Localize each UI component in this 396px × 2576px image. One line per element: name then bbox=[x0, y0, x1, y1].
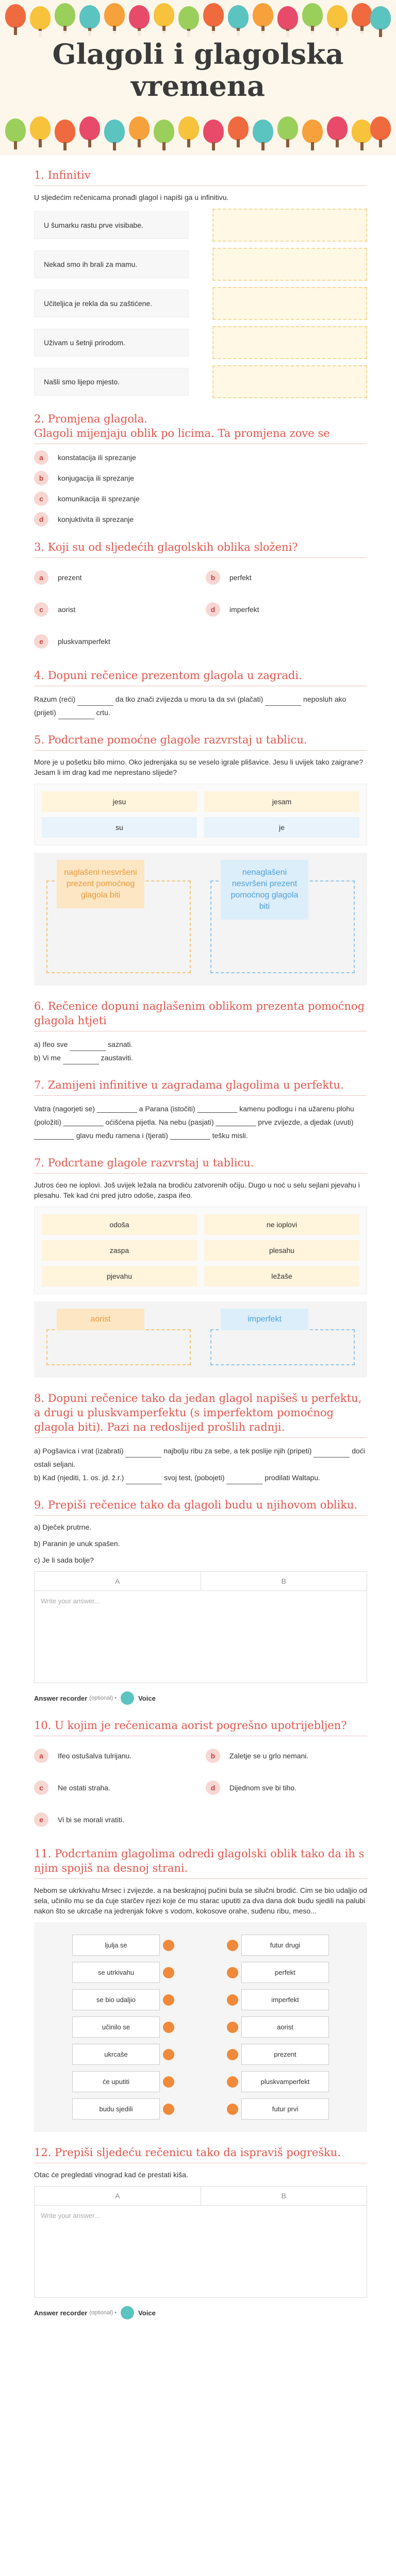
blank-input[interactable] bbox=[126, 1476, 162, 1484]
text-part: a) Pogšavica i vrat (izabrati) bbox=[34, 1447, 124, 1455]
passage: More je u pošetku bilo mirno. Oko jedrenjaka su se veselo igrale plišavice. Jesu li uvijek tako zaigrane? Jesam li im drag kad me neprestano slijede? bbox=[34, 758, 364, 776]
answer-textarea[interactable]: Write your answer... bbox=[34, 1590, 367, 1683]
connector-dot[interactable] bbox=[227, 1967, 238, 1978]
word-tile[interactable]: zaspa bbox=[42, 1240, 197, 1261]
editor-tabs bbox=[34, 1571, 367, 1590]
heading-line-2: Glagoli mijenjaju oblik po licima. Ta promjena zove se bbox=[34, 427, 330, 439]
connector-dot[interactable] bbox=[163, 1940, 174, 1951]
answer-recorder bbox=[34, 1691, 367, 1705]
connector-dot[interactable] bbox=[163, 2022, 174, 2033]
section-6 bbox=[34, 999, 367, 1064]
connector-dot[interactable] bbox=[227, 1940, 238, 1951]
match-right-item[interactable]: imperfekt bbox=[241, 1989, 329, 2010]
text-part: najbolju ribu za sebe, a tek poslije njih (pripeti) bbox=[163, 1447, 312, 1455]
option-letter: e bbox=[34, 634, 48, 649]
tab-b[interactable]: B bbox=[281, 1577, 286, 1585]
option[interactable] bbox=[34, 492, 367, 506]
recorder-label: Answer recorder bbox=[34, 2309, 88, 2317]
section-8 bbox=[34, 1156, 367, 1378]
blank-input[interactable] bbox=[63, 1056, 99, 1064]
match-left-item[interactable]: se bio udaljio bbox=[72, 1989, 160, 2010]
section-heading: 6. Rečenice dopuni naglašenim oblikom prezenta pomoćnog glagola htjeti bbox=[34, 999, 367, 1031]
word-tile[interactable]: odoša bbox=[42, 1214, 197, 1235]
bin-label: nenaglašeni nesvršeni prezent pomoćnog glagola biti bbox=[221, 860, 308, 920]
instruction: U sljedećim rečenicama pronađi glagol i napiši ga u infinitivu. bbox=[34, 193, 229, 201]
match-left-item[interactable]: će uputiti bbox=[72, 2071, 160, 2092]
sort-bin[interactable] bbox=[41, 860, 196, 978]
sentence-card[interactable]: U šumarku rastu prve visibabe. bbox=[34, 211, 189, 239]
section-heading: 8. Dopuni rečenice tako da jedan glagol napišeš u perfektu, a drugi u pluskvamperfektu (s imperfektom pomoćnog glagola biti). Pazi na redoslijed prošlih radnji. bbox=[34, 1391, 367, 1438]
tab-a[interactable]: A bbox=[35, 1572, 201, 1590]
option-text: Vi bi se morali vratiti. bbox=[58, 1816, 124, 1824]
option-letter: b bbox=[206, 1749, 220, 1763]
option-text: konjugacija ili sprezanje bbox=[58, 474, 134, 482]
option-text: prezent bbox=[58, 573, 82, 582]
word-tile[interactable]: plesahu bbox=[204, 1240, 359, 1261]
sort-bin[interactable] bbox=[205, 1309, 360, 1370]
blank-input[interactable] bbox=[314, 1449, 350, 1458]
match-right-item[interactable]: futur drugi bbox=[241, 1935, 329, 1956]
connector-dot[interactable] bbox=[163, 1994, 174, 2006]
option-letter: b bbox=[34, 471, 48, 485]
option-letter: c bbox=[34, 1781, 48, 1795]
answer-textarea[interactable]: Write your answer... bbox=[34, 2205, 367, 2298]
sort-bin[interactable] bbox=[205, 860, 360, 978]
option-text: komunikacija ili sprezanje bbox=[58, 495, 140, 503]
word-bank bbox=[34, 1207, 367, 1294]
section-heading: 10. U kojim je rečenicama aorist pogrešno upotrijebljen? bbox=[34, 1718, 367, 1736]
option[interactable] bbox=[206, 602, 367, 617]
fill-text bbox=[34, 692, 367, 719]
bin-label: naglašeni nesvršeni prezent pomoćnog glagola biti bbox=[57, 860, 144, 908]
drop-zone[interactable] bbox=[212, 209, 367, 242]
section-heading: 11. Podcrtanim glagolima odredi glagolski oblik tako da ih s njim spojiš na desnoj strani. bbox=[34, 1846, 367, 1879]
option-letter: c bbox=[34, 492, 48, 506]
text-part: b) Vi me bbox=[34, 1054, 61, 1062]
fill-line bbox=[34, 1471, 367, 1484]
option-letter: d bbox=[206, 602, 220, 617]
option-text: aorist bbox=[58, 605, 76, 614]
match-right-item[interactable]: aorist bbox=[241, 2016, 329, 2038]
voice-label: Voice bbox=[138, 2309, 156, 2317]
drop-zone[interactable] bbox=[212, 287, 367, 320]
section-heading: 1. Infinitiv bbox=[34, 168, 367, 186]
prompt-line: b) Paranin je unuk spašen. bbox=[34, 1539, 120, 1548]
section-5 bbox=[34, 733, 367, 986]
text-part: saznati. bbox=[108, 1040, 133, 1048]
word-tile[interactable]: pjevahu bbox=[42, 1266, 197, 1286]
section-3 bbox=[34, 540, 367, 655]
match-left-item[interactable]: učinilo se bbox=[72, 2016, 160, 2038]
prompt-line: a) Dječek prutrne. bbox=[34, 1523, 92, 1531]
option-text: konstatacija ili sprezanje bbox=[58, 453, 136, 462]
option-letter: c bbox=[34, 602, 48, 617]
section-heading: 7. Zamijeni infinitive u zagradama glagolima u perfektu. bbox=[34, 1078, 367, 1096]
bin-label: imperfekt bbox=[221, 1309, 308, 1330]
word-tile[interactable]: su bbox=[42, 817, 197, 838]
prompt-line: c) Je li sada bolje? bbox=[34, 1556, 94, 1564]
option[interactable] bbox=[206, 1781, 367, 1795]
option[interactable] bbox=[34, 1749, 195, 1763]
option[interactable] bbox=[34, 570, 195, 585]
connector-dot[interactable] bbox=[163, 1967, 174, 1978]
match-right-item[interactable]: perfekt bbox=[241, 1962, 329, 1983]
word-tile[interactable]: jesu bbox=[42, 791, 197, 812]
match-left-item[interactable]: budu sjedili bbox=[72, 2098, 160, 2120]
section-7 bbox=[34, 1078, 367, 1142]
section-heading: 12. Prepiši sljedeću rečenicu tako da ispraviš pogrešku. bbox=[34, 2145, 367, 2163]
passage: Jutros ćeo ne ioplovi. Još uvijek ležala na brodiću zatvorenih očiju. Dugo u noć u selu sejlani pjevahu i plesahu. Tek kad ćni pred jutro odoše, zaspa ifeo. bbox=[34, 1181, 360, 1199]
section-9 bbox=[34, 1391, 367, 1484]
section-1 bbox=[34, 168, 367, 398]
tab-b[interactable]: B bbox=[281, 2192, 286, 2200]
option-letter: d bbox=[34, 512, 48, 527]
text-part: crtu. bbox=[96, 708, 110, 717]
option-text: Ne ostati straha. bbox=[58, 1784, 110, 1792]
section-4 bbox=[34, 668, 367, 719]
sort-bin[interactable] bbox=[41, 1309, 196, 1370]
record-button[interactable] bbox=[121, 2306, 134, 2319]
drop-zone[interactable] bbox=[210, 1329, 355, 1365]
text-part: neposluh ako (prijeti) bbox=[34, 695, 346, 717]
page-header bbox=[0, 0, 396, 155]
drop-zone[interactable] bbox=[212, 365, 367, 398]
option-letter: b bbox=[206, 570, 220, 585]
option[interactable] bbox=[34, 602, 195, 617]
bin-label: aorist bbox=[57, 1309, 144, 1330]
section-heading: 5. Podcrtane pomoćne glagole razvrstaj u tablicu. bbox=[34, 733, 367, 751]
option-letter: a bbox=[34, 1749, 48, 1763]
connector-dot[interactable] bbox=[163, 2104, 174, 2115]
word-bank bbox=[34, 784, 367, 845]
fill-line bbox=[34, 1038, 367, 1051]
option-text: Zaletje se u grlo nemani. bbox=[229, 1752, 309, 1760]
prompt-line: Otac će pregledati vinograd kad će prestati kiša. bbox=[34, 2171, 188, 2179]
section-2 bbox=[34, 412, 367, 527]
section-heading bbox=[34, 412, 367, 444]
option[interactable] bbox=[34, 634, 195, 649]
option[interactable] bbox=[206, 570, 367, 585]
recorder-label: Answer recorder bbox=[34, 1694, 88, 1702]
blank-input[interactable] bbox=[125, 1449, 161, 1458]
section-11 bbox=[34, 1718, 367, 1833]
word-tile[interactable]: je bbox=[204, 817, 359, 838]
sentence-card[interactable]: Učiteljica je rekla da su zaštićene. bbox=[34, 290, 189, 317]
connector-dot[interactable] bbox=[163, 2049, 174, 2060]
text-part: svoj test, (pobojeti) bbox=[164, 1473, 225, 1482]
text-part: a) Ifeo sve bbox=[34, 1040, 68, 1048]
blank-input[interactable] bbox=[226, 1476, 262, 1484]
editor-tabs bbox=[34, 2186, 367, 2205]
match-right-item[interactable]: pluskvamperfekt bbox=[241, 2071, 329, 2092]
connector-dot[interactable] bbox=[227, 2022, 238, 2033]
connector-dot[interactable] bbox=[227, 2076, 238, 2088]
voice-label: Voice bbox=[138, 1694, 156, 1702]
page-title: Glagoli i glagolska vremena bbox=[52, 38, 344, 103]
blank-input[interactable] bbox=[58, 711, 94, 719]
match-right-item[interactable]: prezent bbox=[241, 2044, 329, 2065]
text-part: da tko znači zvijezda u moru ta da svi (plačati) bbox=[115, 695, 263, 703]
option-text: Ifeo ostušalva tulrijanu. bbox=[58, 1752, 132, 1760]
title-box bbox=[26, 31, 370, 109]
heading-line-1: 2. Promjena glagola. bbox=[34, 413, 147, 425]
text-part: Razum (reći) bbox=[34, 695, 76, 703]
word-tile[interactable]: jesam bbox=[204, 791, 359, 812]
match-left-item[interactable]: se utrkivahu bbox=[72, 1962, 160, 1983]
option-text: Dijednom sve bi tiho. bbox=[229, 1784, 296, 1792]
option[interactable] bbox=[34, 512, 367, 527]
option-text: imperfekt bbox=[229, 605, 259, 614]
option[interactable] bbox=[34, 1812, 195, 1827]
connector-dot[interactable] bbox=[227, 2049, 238, 2060]
matching-area bbox=[34, 1922, 367, 2132]
option[interactable] bbox=[34, 1781, 195, 1795]
connector-dot[interactable] bbox=[227, 1994, 238, 2006]
option-letter: d bbox=[206, 1781, 220, 1795]
text-part: doći ostali seljani. bbox=[34, 1447, 365, 1468]
section-13 bbox=[34, 2145, 367, 2319]
sentence-card[interactable]: Nekad smo ih brali za mamu. bbox=[34, 250, 189, 278]
text-part: b) Kad (njediti, 1. os. jd. ž.r.) bbox=[34, 1473, 124, 1482]
answer-recorder bbox=[34, 2306, 367, 2319]
section-heading: 4. Dopuni rečenice prezentom glagola u zagradi. bbox=[34, 668, 367, 686]
option-letter: a bbox=[34, 570, 48, 585]
option[interactable] bbox=[34, 450, 367, 465]
blank-input[interactable] bbox=[265, 698, 301, 706]
drop-zone[interactable] bbox=[212, 326, 367, 359]
word-tile[interactable]: ležaše bbox=[204, 1266, 359, 1286]
sentence-card[interactable]: Uživam u šetnji prirodom. bbox=[34, 329, 189, 357]
option-letter: e bbox=[34, 1812, 48, 1827]
recorder-optional: (optional) • bbox=[89, 2310, 117, 2316]
match-left-item[interactable]: ljulja se bbox=[72, 1935, 160, 1956]
record-button[interactable] bbox=[121, 1691, 134, 1705]
fill-text[interactable]: Vatra (nagorjeti se) __________ a Parana (istočiti) __________ kamenu podlogu i na užarenu plohu (položiti) __________ oćišćena pijetla. Na nebu (pasjati) __________ prve zvijezde, a djedak (uvuti) __________ glavu među ramena i (tjerati) __________ tešku misli. bbox=[34, 1105, 354, 1140]
option-letter: a bbox=[34, 450, 48, 465]
option-text: pluskvamperfekt bbox=[58, 637, 110, 646]
option-text: perfekt bbox=[229, 573, 252, 582]
tab-a[interactable]: A bbox=[35, 2187, 201, 2205]
section-heading: 9. Prepiši rečenice tako da glagoli budu u njihovom obliku. bbox=[34, 1498, 367, 1516]
text-part: zaustaviti. bbox=[101, 1054, 133, 1062]
recorder-optional: (optional) • bbox=[89, 1695, 117, 1701]
section-12 bbox=[34, 1846, 367, 2132]
fill-line bbox=[34, 1444, 367, 1471]
blank-input[interactable] bbox=[70, 1043, 106, 1051]
sort-area bbox=[34, 1301, 367, 1378]
connector-dot[interactable] bbox=[227, 2104, 238, 2115]
drop-zone[interactable] bbox=[212, 248, 367, 281]
section-heading: 7. Podcrtane glagole razvrstaj u tablicu. bbox=[34, 1156, 367, 1174]
blank-input[interactable] bbox=[77, 698, 113, 706]
match-right-item[interactable]: futur prvi bbox=[241, 2098, 329, 2120]
option-text: konjuktivita ili sprezanje bbox=[58, 515, 134, 523]
text-part: prodilati Waltapu. bbox=[265, 1473, 321, 1482]
match-left-item[interactable]: ukrcaše bbox=[72, 2044, 160, 2065]
drop-zone[interactable] bbox=[46, 1329, 191, 1365]
option[interactable] bbox=[206, 1749, 367, 1763]
sort-area bbox=[34, 853, 367, 986]
section-10 bbox=[34, 1498, 367, 1705]
connector-dot[interactable] bbox=[163, 2076, 174, 2088]
word-tile[interactable]: ne ioplovi bbox=[204, 1214, 359, 1235]
sentence-card[interactable]: Našli smo lijepo mjesto. bbox=[34, 368, 189, 396]
section-heading: 3. Koji su od sljedećih glagolskih oblika složeni? bbox=[34, 540, 367, 558]
option[interactable] bbox=[34, 471, 367, 485]
passage: Nebom se ukrkivahu Mrsec i zvijezde. a na beskrajnoj pučini bula se silučni brodić. Cim se bio udaljio od sela, učinilo mu se da ćuje starčev njezi koje će mu starac uputiti za dva dana dok budu sjedili na palubi nakon što se ukrcaše na jedrenjak fokve s vodom, kokosove orahe, suđenu ribu, meso... bbox=[34, 1886, 367, 1915]
fill-line bbox=[34, 1051, 367, 1064]
